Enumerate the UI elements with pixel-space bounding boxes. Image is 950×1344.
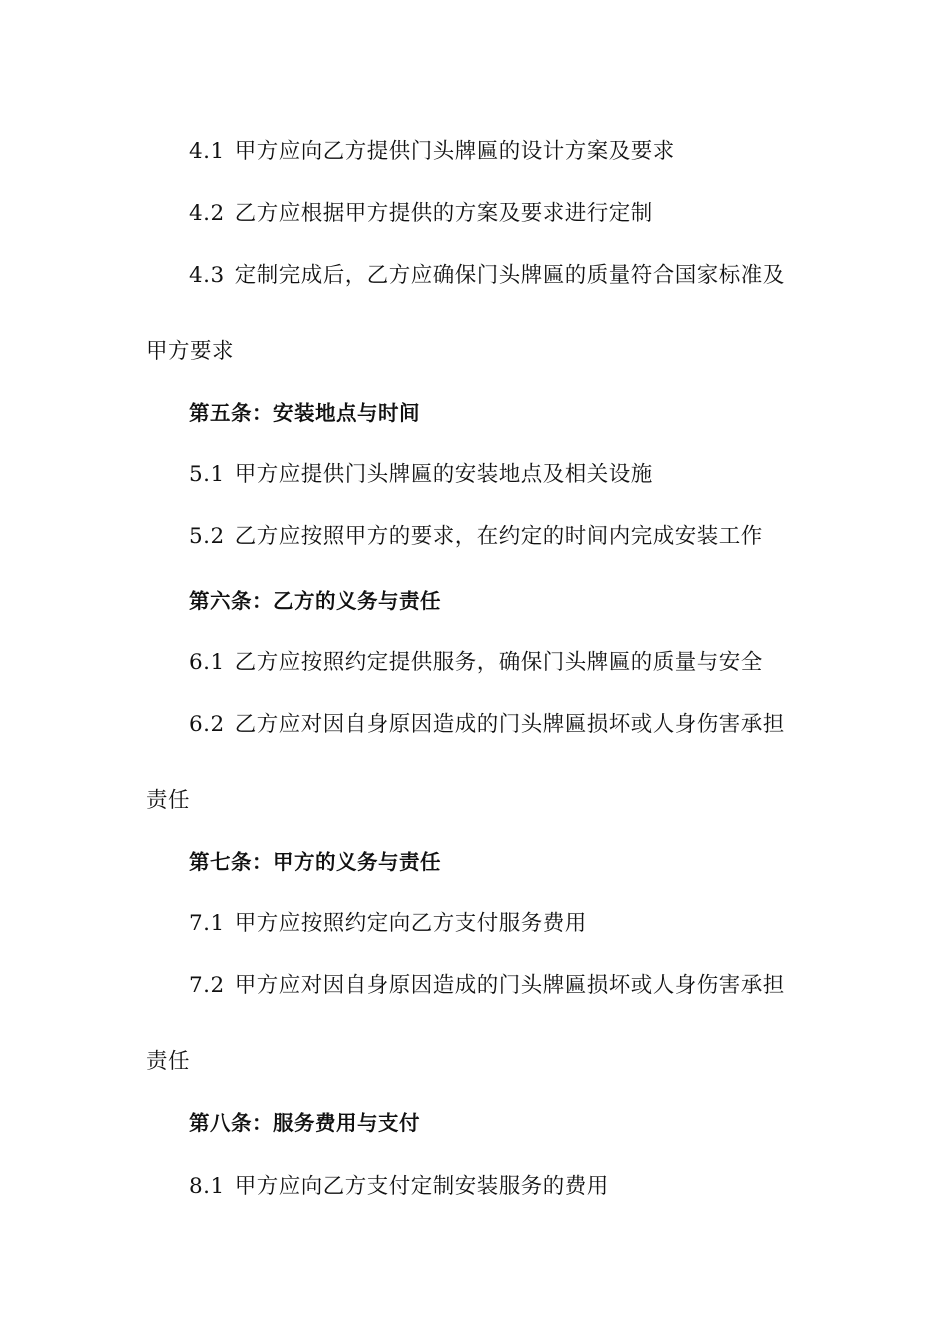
clause-8-1: [189, 1172, 609, 1202]
section-heading-7: 第七条：甲方的义务与责任: [189, 850, 441, 874]
clause-4-3-continuation: 甲方要求: [146, 339, 235, 364]
clause-6-2-continuation: 责任: [146, 788, 191, 813]
clause-7-2-continuation: 责任: [146, 1049, 191, 1074]
clause-number: 6.2: [189, 712, 225, 737]
clause-number: 4.3: [189, 263, 225, 288]
clause-number: 7.2: [189, 973, 225, 998]
clause-text: 定制完成后，乙方应确保门头牌匾的质量符合国家标准及: [234, 263, 785, 288]
clause-7-1: [189, 909, 587, 939]
clause-text: 乙方应根据甲方提供的方案及要求进行定制: [234, 201, 653, 226]
clause-text: 甲方应对因自身原因造成的门头牌匾损坏或人身伤害承担: [234, 973, 785, 998]
clause-number: 6.1: [189, 650, 225, 675]
section-heading-6: 第六条：乙方的义务与责任: [189, 589, 441, 613]
clause-text: 乙方应对因自身原因造成的门头牌匾损坏或人身伤害承担: [234, 712, 785, 737]
clause-7-2: [189, 971, 785, 1001]
clause-4-3: [189, 261, 785, 291]
section-heading-8: 第八条：服务费用与支付: [189, 1111, 420, 1135]
clause-text: 甲方应提供门头牌匾的安装地点及相关设施: [234, 462, 653, 487]
clause-4-2: [189, 199, 653, 229]
clause-text: 甲方应向乙方支付定制安装服务的费用: [234, 1174, 609, 1199]
clause-5-1: [189, 460, 653, 490]
clause-text: 乙方应按照甲方的要求，在约定的时间内完成安装工作: [234, 524, 763, 549]
clause-6-2: [189, 710, 785, 740]
clause-number: 7.1: [189, 911, 225, 936]
clause-4-1: [189, 137, 675, 167]
clause-number: 4.1: [189, 139, 225, 164]
clause-number: 4.2: [189, 201, 225, 226]
section-heading-5: 第五条：安装地点与时间: [189, 401, 420, 425]
clause-text: 甲方应向乙方提供门头牌匾的设计方案及要求: [234, 139, 675, 164]
clause-6-1: [189, 648, 763, 678]
clause-number: 5.1: [189, 462, 225, 487]
clause-number: 5.2: [189, 524, 225, 549]
clause-text: 甲方应按照约定向乙方支付服务费用: [234, 911, 587, 936]
clause-5-2: [189, 522, 763, 552]
clause-text: 乙方应按照约定提供服务，确保门头牌匾的质量与安全: [234, 650, 763, 675]
clause-number: 8.1: [189, 1174, 225, 1199]
